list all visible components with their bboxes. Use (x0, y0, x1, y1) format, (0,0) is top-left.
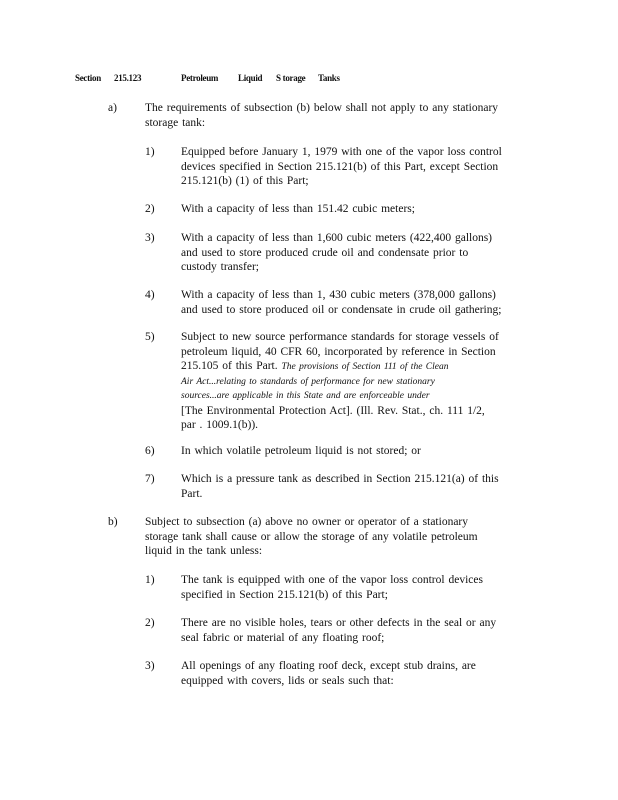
paragraph-b-label: b) (108, 516, 118, 528)
text-line: The requirements of subsection (b) below shall not apply to any stationary (145, 102, 499, 114)
text-line: With a capacity of less than 1, 430 cubic meters (378,000 gallons) (181, 289, 496, 301)
text-line: sources...are applicable in this State and are enforceable under (181, 391, 430, 401)
text-line: With a capacity of less than 1,600 cubic meters (422,400 gallons) (181, 232, 493, 244)
item-a3-label: 3) (145, 232, 155, 244)
text-line: petroleum liquid, 40 CFR 60, incorporated by reference in Section (181, 345, 496, 358)
item-a7-label: 7) (145, 473, 155, 485)
text-line: Subject to subsection (a) above no owner or operator of a stationary (145, 516, 468, 528)
item-a7-text (181, 472, 501, 501)
text-line: and used to store produced oil or condensate in crude oil gathering; (181, 303, 502, 316)
text-line: 215.121(b) (1) of this Part; (181, 175, 309, 187)
paragraph-b-text (145, 515, 500, 559)
text-line: The tank is equipped with one of the vapor loss control devices (181, 574, 483, 586)
item-b3-label: 3) (145, 660, 155, 672)
text-line: Which is a pressure tank as described in Section 215.121(a) of this (181, 473, 499, 485)
item-b2-text (181, 616, 501, 645)
item-b1-label: 1) (145, 574, 155, 586)
section-word: Section (75, 73, 101, 83)
paragraph-a-text (145, 101, 500, 130)
text-line (181, 359, 506, 375)
title-word-4: Tanks (318, 73, 340, 83)
text-line: equipped with covers, lids or seals such that: (181, 674, 394, 687)
item-b2-label: 2) (145, 617, 155, 629)
item-a5-text (181, 330, 506, 433)
text-line: [The Environmental Protection Act]. (Ill. Rev. Stat., ch. 111 1/2, (181, 404, 485, 417)
item-a6-label: 6) (145, 445, 155, 457)
text-line: Subject to new source performance standards for storage vessels of (181, 331, 499, 343)
text-line: All openings of any floating roof deck, except stub drains, are (181, 660, 476, 672)
text-line: devices specified in Section 215.121(b) of this Part, except Section (181, 160, 499, 173)
text-run: 215.105 of this Part. (181, 360, 278, 372)
item-a6-text (181, 444, 501, 459)
text-line: Air Act...relating to standards of performance for new stationary (181, 376, 435, 387)
item-a4-label: 4) (145, 289, 155, 301)
section-number: 215.123 (114, 73, 142, 83)
text-line: liquid in the tank unless: (145, 545, 263, 557)
item-a2-text (181, 202, 501, 217)
text-line: Part. (181, 487, 203, 500)
item-b1-text (181, 573, 501, 602)
text-line: storage tank shall cause or allow the storage of any volatile petroleum (145, 530, 478, 543)
text-line: There are no visible holes, tears or other defects in the seal or any (181, 617, 497, 629)
text-line: seal fabric or material of any floating roof; (181, 631, 385, 644)
text-line: and used to store produced crude oil and condensate prior to (181, 246, 469, 259)
title-word-2: Liquid (238, 73, 263, 83)
item-a4-text (181, 288, 501, 317)
text-line: In which volatile petroleum liquid is not stored; or (181, 445, 421, 457)
text-line: specified in Section 215.121(b) of this Part; (181, 588, 388, 601)
text-line: custody transfer; (181, 261, 259, 273)
paragraph-a-label: a) (108, 102, 117, 114)
text-line: storage tank: (145, 116, 206, 129)
item-a1-text (181, 145, 501, 189)
text-line: par . 1009.1(b)). (181, 419, 259, 431)
title-word-3: S torage (276, 73, 306, 83)
item-a2-label: 2) (145, 203, 155, 215)
item-a1-label: 1) (145, 146, 155, 158)
text-line: Equipped before January 1, 1979 with one of the vapor loss control (181, 146, 502, 158)
item-b3-text (181, 659, 501, 688)
item-a5-label: 5) (145, 331, 155, 343)
item-a3-text (181, 231, 501, 275)
italic-run: The provisions of Section 111 of the Clean (281, 362, 449, 372)
text-line: With a capacity of less than 151.42 cubic meters; (181, 203, 415, 215)
title-word-1: Petroleum (181, 73, 219, 83)
